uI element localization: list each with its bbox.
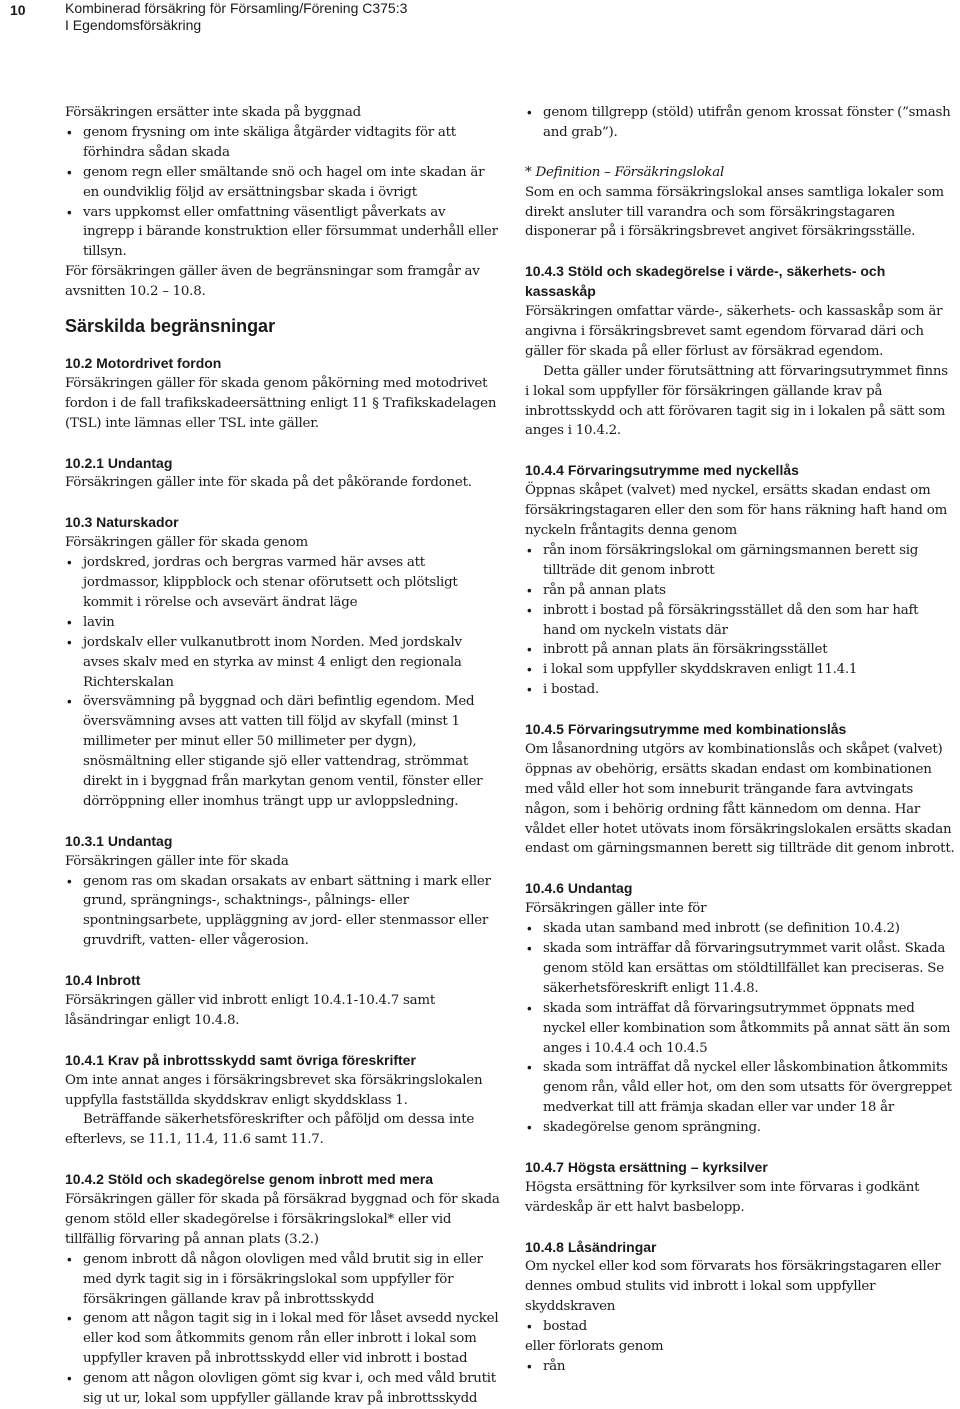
- text-10-3: Försäkringen gäller för skada genom: [65, 535, 308, 551]
- text-10-4-4: Öppnas skåpet (valvet) med nyckel, ersätts skadan endast om försäkringstagaren eller den som för hans räkning haft hand om nyckeln fråntagits denna genom: [525, 483, 948, 538]
- definition-title: * Definition – Försäkringslokal: [525, 164, 725, 180]
- text-10-4-6: Försäkringen gäller inte för: [525, 901, 707, 917]
- heading-10-4-3: 10.4.3 Stöld och skadegörelse i värde-, säkerhets- och kassaskåp: [525, 263, 886, 300]
- list-item: • rån: [525, 1357, 955, 1377]
- heading-10-3: 10.3 Naturskador: [65, 514, 179, 531]
- heading-10-4-6: 10.4.6 Undantag: [525, 880, 633, 897]
- left-column: [65, 103, 500, 1409]
- list-item: • skada utan samband med inbrott (se definition 10.4.2): [525, 919, 955, 939]
- bullet-list-10-4-8-a: [525, 1317, 955, 1337]
- document-title: Kombinerad försäkring för Församling/Förening C375:3: [65, 0, 408, 16]
- text-10-4-3: Försäkringen omfattar värde-, säkerhets- och kassaskåp som är angivna i försäkringsbrevet samt egendom förvarad däri och gäller för skada på eller förlust av försäkrad egendom.: [525, 304, 943, 359]
- heading-10-2-1: 10.2.1 Undantag: [65, 454, 173, 471]
- list-item: • skadegörelse genom sprängning.: [525, 1118, 955, 1138]
- list-item: • genom att någon tagit sig in i lokal med för låset avsedd nyckel eller kod som åtkommits genom rån eller inbrott i lokal som uppfyller kraven på inbrottsskydd eller vid inbrott i bostad: [65, 1309, 500, 1369]
- bullet-list-10-3-1: [65, 872, 500, 952]
- text-10-4-1: Om inte annat anges i försäkringsbrevet ska försäkringslokalen uppfylla fastställda skyddskrav enligt skyddsklass 1.: [65, 1072, 483, 1108]
- list-item: • genom ras om skadan orsakats av enbart sättning i mark eller grund, sprängnings-, schaktnings-, pålnings- eller spontningsarbete, uppläggning av jord- eller stenmassor eller gruvdrift, vatten- eller vågerosion.: [65, 872, 500, 952]
- heading-10-4-1: 10.4.1 Krav på inbrottsskydd samt övriga föreskrifter: [65, 1051, 416, 1068]
- bullet-list-10-3: [65, 553, 500, 812]
- list-item: • rån på annan plats: [525, 581, 955, 601]
- list-item: • genom regn eller smältande snö och hagel om inte skadan är en oundviklig följd av ersättningsbar skada i övrigt: [65, 163, 500, 203]
- list-item: • i bostad.: [525, 680, 955, 700]
- text-10-4-5: Om låsanordning utgörs av kombinationslås och skåpet (valvet) öppnas av obehörig, ersätts skadan endast om kombinationen med våld eller hot som inneburit trängande fara avtvingats någon, som i behörig ordning fått kännedom om denna. Har våldet eller hotet utövats inom försäkringslokalen ersätts skadan endast om gärningsmannen berett sig tillträde dit genom inbrott.: [525, 741, 955, 857]
- list-item: • genom frysning om inte skäliga åtgärder vidtagits för att förhindra sådan skada: [65, 123, 500, 163]
- document-section: I Egendomsförsäkring: [65, 17, 202, 33]
- text-10-4-8: Om nyckel eller kod som förvarats hos försäkringstagaren eller dennes ombud stulits vid inbrott i lokal som uppfyller skyddskraven: [525, 1259, 941, 1315]
- list-item: • jordskalv eller vulkanutbrott inom Norden. Med jordskalv avses skalv med en styrka av minst 4 enligt den regionala Richterskalan: [65, 633, 500, 693]
- heading-10-4-7: 10.4.7 Högsta ersättning – kyrksilver: [525, 1158, 768, 1175]
- list-item: • skada som inträffar då förvaringsutrymmet varit olåst. Skada genom stöld kan ersättas om stöldtillfället kan preciseras. Se säkerhetsföreskrift enligt 11.4.8.: [525, 939, 955, 999]
- bullet-list-10-4-2: [65, 1250, 500, 1409]
- text-10-2-1: Försäkringen gäller inte för skada på det påkörande fordonet.: [65, 475, 472, 491]
- list-item: • rån inom försäkringslokal om gärningsmannen berett sig tillträde dit genom inbrott: [525, 541, 955, 581]
- section-title: Särskilda begränsningar: [65, 316, 276, 337]
- list-item: • bostad: [525, 1317, 955, 1337]
- list-item: • genom inbrott då någon olovligen med våld brutit sig in eller med dyrk tagit sig in i försäkringslokal som uppfyller för försäkringen gällande krav på inbrottsskydd: [65, 1250, 500, 1310]
- list-item: • genom tillgrepp (stöld) utifrån genom krossat fönster (”smash and grab”).: [525, 103, 955, 143]
- list-item: • inbrott i bostad på försäkringsstället då den som har haft hand om nyckeln vistats där: [525, 601, 955, 641]
- text-10-4: Försäkringen gäller vid inbrott enligt 10.4.1-10.4.7 samt låsändringar enligt 10.4.8.: [65, 993, 435, 1028]
- intro-bullet-list: [65, 123, 500, 262]
- heading-10-4: 10.4 Inbrott: [65, 972, 141, 989]
- bullet-list-10-4-8-b: [525, 1357, 955, 1377]
- list-item: • vars uppkomst eller omfattning väsentligt påverkats av ingrepp i bärande konstruktion eller försummat underhåll eller tillsyn.: [65, 203, 500, 263]
- heading-10-4-5: 10.4.5 Förvaringsutrymme med kombinationslås: [525, 721, 847, 738]
- list-item: • skada som inträffat då förvaringsutrymmet öppnats med nyckel eller kombination som åtkommits på annat sätt än som anges i 10.4.4 och 10.4.5: [525, 999, 955, 1059]
- text-10-4-7: Högsta ersättning för kyrksilver som inte förvaras i godkänt värdeskåp är ett halvt basbelopp.: [525, 1179, 920, 1215]
- list-item: • lavin: [65, 613, 500, 633]
- bullet-list-10-4-6: [525, 919, 955, 1138]
- page-number: 10: [10, 2, 26, 18]
- heading-10-3-1: 10.3.1 Undantag: [65, 832, 173, 849]
- continued-bullet-list: [525, 103, 955, 143]
- heading-10-4-2: 10.4.2 Stöld och skadegörelse genom inbrott med mera: [65, 1171, 433, 1188]
- list-item: • jordskred, jordras och bergras varmed här avses att jordmassor, klippblock och stenar oförutsett och plötsligt kommit i rörelse och avsevärt ändrat läge: [65, 553, 500, 613]
- bullet-list-10-4-4: [525, 541, 955, 700]
- text-10-2: Försäkringen gäller för skada genom påkörning med motodrivet fordon i de fall trafikskadeersättning enligt 11 § Trafikskadelagen (TSL) inte lämnas eller TSL inte gäller.: [65, 375, 497, 431]
- list-item: • inbrott på annan plats än försäkringsstället: [525, 640, 955, 660]
- text-10-4-8-b: eller förlorats genom: [525, 1339, 664, 1355]
- page-header: [0, 0, 960, 40]
- intro-text: Försäkringen ersätter inte skada på byggnad: [65, 105, 361, 120]
- right-column: [525, 103, 955, 1377]
- list-item: • skada som inträffat då nyckel eller låskombination åtkommits genom rån, våld eller hot, om den som utsatts för övergreppet medverkat till att främja skadan eller var under 18 år: [525, 1058, 955, 1118]
- heading-10-4-8: 10.4.8 Låsändringar: [525, 1238, 657, 1255]
- heading-10-2: 10.2 Motordrivet fordon: [65, 355, 222, 372]
- heading-10-4-4: 10.4.4 Förvaringsutrymme med nyckellås: [525, 462, 799, 479]
- text-10-4-2: Försäkringen gäller för skada på försäkrad byggnad och för skada genom stöld eller skadegörelse i försäkringslokal* eller vid tillfällig förvaring på annan plats (3.2.): [65, 1192, 500, 1247]
- text-10-4-1-b: Beträffande säkerhetsföreskrifter och påföljd om dessa inte efterlevs, se 11.1, 11.4, 11.6 samt 11.7.: [65, 1112, 475, 1148]
- list-item: • genom att någon olovligen gömt sig kvar i, och med våld brutit sig ut ur, lokal som uppfyller gällande krav på inbrottsskydd: [65, 1369, 500, 1409]
- definition-text: Som en och samma försäkringslokal anses samtliga lokaler som direkt ansluter till varandra och som försäkringstagaren disponerar på i försäkringsbrevet angivet försäkringsställe.: [525, 184, 944, 240]
- intro-tail-text: För försäkringen gäller även de begränsningar som framgår av avsnitten 10.2 – 10.8.: [65, 264, 480, 300]
- text-10-3-1: Försäkringen gäller inte för skada: [65, 853, 289, 869]
- list-item: • i lokal som uppfyller skyddskraven enligt 11.4.1: [525, 660, 955, 680]
- list-item: • översvämning på byggnad och däri befintlig egendom. Med översvämning avses att vatten till följd av skyfall (minst 1 millimeter per minut eller 50 millimeter per dygn), snösmältning eller stigande sjö eller vattendrag, strömmat direkt in i byggnad från markytan genom ventil, fönster eller dörröppning eller inomhus trängt upp ur avloppsledning.: [65, 692, 500, 811]
- text-10-4-3-b: Detta gäller under förutsättning att förvaringsutrymmet finns i lokal som uppfyller för försäkringen gällande krav på inbrottsskydd och att förövaren tagit sig in i lokalen på sätt som anges i 10.4.2.: [525, 363, 948, 439]
